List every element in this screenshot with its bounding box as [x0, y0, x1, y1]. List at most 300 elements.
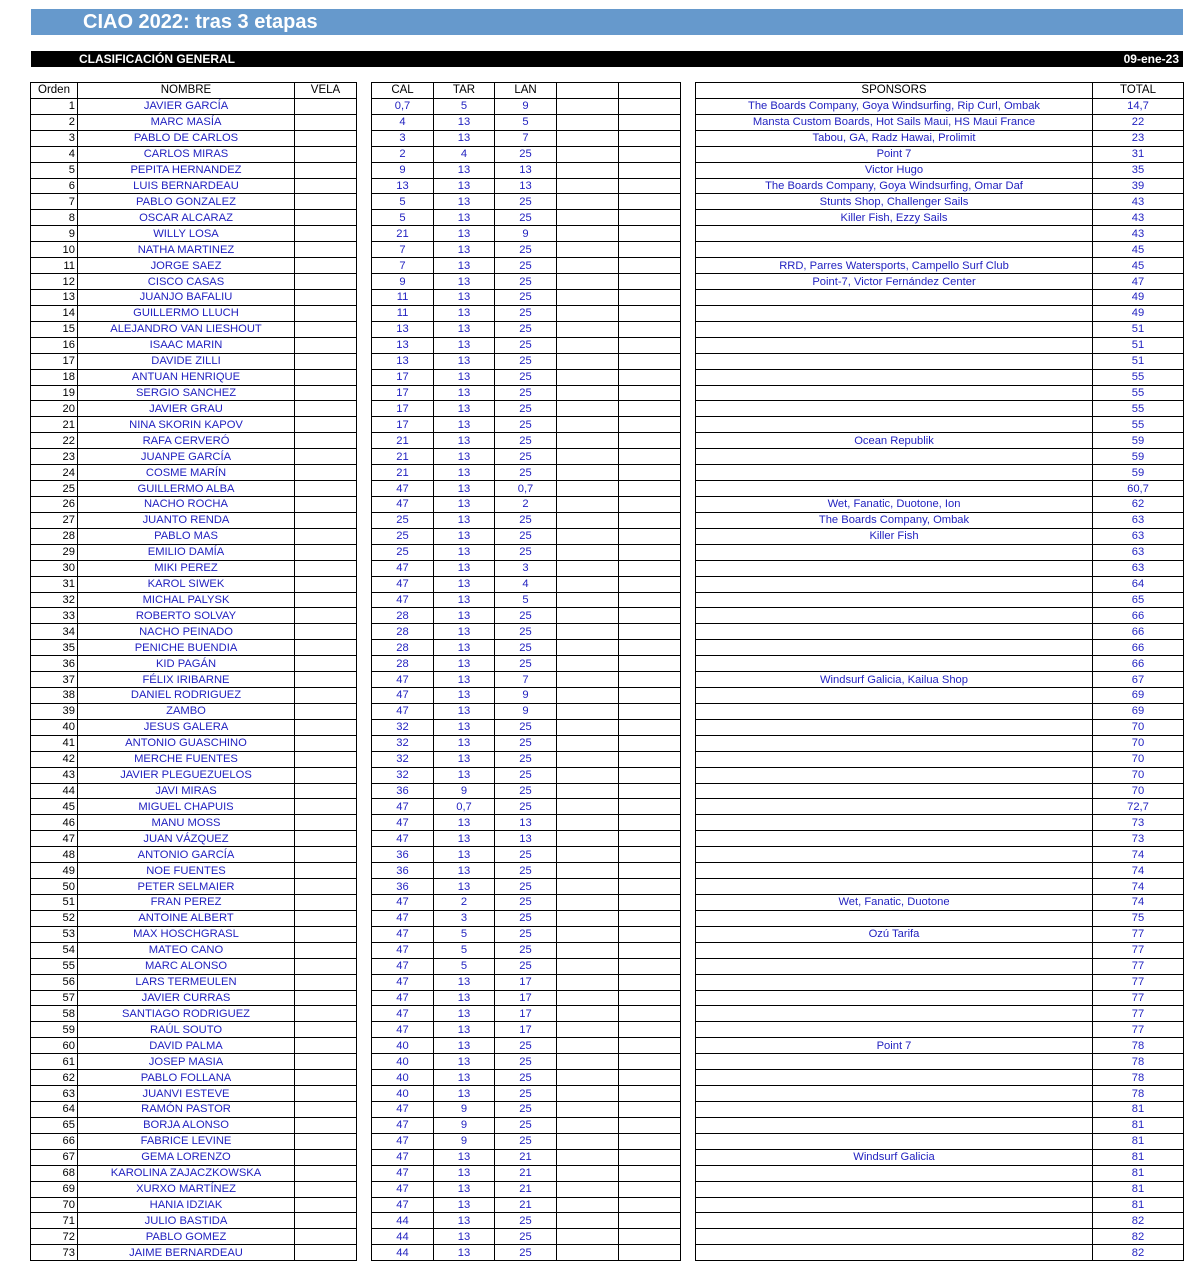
vela-cell — [295, 656, 357, 672]
table-row — [696, 210, 1184, 226]
cal-cell: 17 — [372, 385, 434, 401]
sponsors-cell — [696, 1086, 1093, 1102]
total-cell: 77 — [1093, 990, 1184, 1006]
sponsors-table — [695, 82, 1184, 1261]
cal-cell: 25 — [372, 544, 434, 560]
total-cell: 63 — [1093, 560, 1184, 576]
table-row — [372, 767, 681, 783]
empty-cell — [619, 1086, 681, 1102]
vela-cell — [295, 576, 357, 592]
empty-cell — [619, 226, 681, 242]
table-row — [31, 560, 357, 576]
cal-cell: 11 — [372, 305, 434, 321]
tar-cell: 13 — [434, 879, 495, 895]
cal-cell: 47 — [372, 576, 434, 592]
table-row — [31, 608, 357, 624]
orden-cell: 69 — [31, 1181, 78, 1197]
section-title: CLASIFICACIÓN GENERAL — [79, 52, 235, 66]
nombre-cell: DAVID PALMA — [78, 1038, 295, 1054]
orden-cell: 38 — [31, 688, 78, 704]
empty-cell — [619, 799, 681, 815]
vela-cell — [295, 385, 357, 401]
lan-cell: 25 — [495, 1070, 557, 1086]
table-row — [31, 512, 357, 528]
vela-cell — [295, 1102, 357, 1118]
table-row — [696, 337, 1184, 353]
empty-cell — [557, 1245, 619, 1261]
empty-cell — [557, 401, 619, 417]
tar-cell: 13 — [434, 1054, 495, 1070]
cal-cell: 47 — [372, 910, 434, 926]
cal-cell: 47 — [372, 990, 434, 1006]
table-row — [31, 114, 357, 130]
lan-cell: 25 — [495, 544, 557, 560]
cal-cell: 47 — [372, 831, 434, 847]
cal-cell: 36 — [372, 783, 434, 799]
orden-cell: 11 — [31, 258, 78, 274]
sponsors-cell — [696, 337, 1093, 353]
sponsors-cell — [696, 942, 1093, 958]
table-row — [696, 958, 1184, 974]
nombre-cell: ANTONIO GUASCHINO — [78, 735, 295, 751]
sponsors-cell — [696, 576, 1093, 592]
lan-cell: 25 — [495, 1102, 557, 1118]
orden-cell: 55 — [31, 958, 78, 974]
empty-cell — [619, 114, 681, 130]
lan-cell: 25 — [495, 1229, 557, 1245]
table-row — [696, 1102, 1184, 1118]
table-row — [31, 958, 357, 974]
tar-cell: 13 — [434, 305, 495, 321]
sponsors-cell — [696, 1006, 1093, 1022]
table-row — [696, 990, 1184, 1006]
orden-cell: 48 — [31, 847, 78, 863]
vela-cell — [295, 672, 357, 688]
lan-cell: 25 — [495, 417, 557, 433]
lan-cell: 25 — [495, 401, 557, 417]
total-cell: 47 — [1093, 274, 1184, 290]
table-row — [372, 1086, 681, 1102]
table-row — [696, 608, 1184, 624]
cal-cell: 47 — [372, 1181, 434, 1197]
orden-cell: 34 — [31, 624, 78, 640]
empty-cell — [557, 1197, 619, 1213]
tar-cell: 9 — [434, 1102, 495, 1118]
lan-cell: 3 — [495, 560, 557, 576]
sponsors-cell: RRD, Parres Watersports, Campello Surf Club — [696, 258, 1093, 274]
table-row — [372, 1102, 681, 1118]
lan-cell: 21 — [495, 1165, 557, 1181]
orden-cell: 30 — [31, 560, 78, 576]
names-table — [30, 82, 357, 1261]
lan-cell: 25 — [495, 321, 557, 337]
table-row — [31, 496, 357, 512]
lan-cell: 25 — [495, 258, 557, 274]
table-row — [372, 1006, 681, 1022]
table-row — [372, 847, 681, 863]
table-row — [372, 1038, 681, 1054]
table-row — [372, 194, 681, 210]
vela-cell — [295, 242, 357, 258]
empty-cell — [619, 910, 681, 926]
orden-cell: 54 — [31, 942, 78, 958]
table-row — [372, 974, 681, 990]
cal-cell: 28 — [372, 656, 434, 672]
lan-cell: 13 — [495, 815, 557, 831]
nombre-cell: PABLO FOLLANA — [78, 1070, 295, 1086]
empty-cell — [557, 98, 619, 114]
sponsors-cell — [696, 1197, 1093, 1213]
total-cell: 43 — [1093, 194, 1184, 210]
total-cell: 55 — [1093, 369, 1184, 385]
vela-cell — [295, 194, 357, 210]
table-row — [31, 735, 357, 751]
sponsors-cell: Point-7, Victor Fernández Center — [696, 274, 1093, 290]
nombre-cell: SANTIAGO RODRIGUEZ — [78, 1006, 295, 1022]
empty-cell — [619, 640, 681, 656]
empty-cell — [557, 799, 619, 815]
empty-cell — [619, 481, 681, 497]
empty-cell — [619, 98, 681, 114]
lan-cell: 25 — [495, 1245, 557, 1261]
empty-cell — [557, 385, 619, 401]
total-cell: 49 — [1093, 289, 1184, 305]
vela-cell — [295, 481, 357, 497]
table-row — [372, 1149, 681, 1165]
sponsors-cell — [696, 910, 1093, 926]
empty-cell — [619, 751, 681, 767]
tar-cell: 13 — [434, 274, 495, 290]
empty-cell — [619, 369, 681, 385]
cal-cell: 47 — [372, 672, 434, 688]
total-cell: 69 — [1093, 688, 1184, 704]
table-row — [696, 926, 1184, 942]
sponsors-cell — [696, 735, 1093, 751]
empty-cell — [619, 958, 681, 974]
sponsors-cell: Killer Fish — [696, 528, 1093, 544]
empty-cell — [619, 1229, 681, 1245]
orden-cell: 50 — [31, 879, 78, 895]
cal-cell: 47 — [372, 895, 434, 911]
empty-cell — [619, 926, 681, 942]
total-cell: 77 — [1093, 974, 1184, 990]
tar-cell: 13 — [434, 289, 495, 305]
cal-cell: 21 — [372, 465, 434, 481]
tar-cell: 13 — [434, 1213, 495, 1229]
sponsors-cell — [696, 688, 1093, 704]
total-cell: 74 — [1093, 879, 1184, 895]
table-row — [31, 656, 357, 672]
orden-cell: 16 — [31, 337, 78, 353]
sponsors-cell — [696, 1229, 1093, 1245]
tar-cell: 13 — [434, 114, 495, 130]
vela-cell — [295, 130, 357, 146]
empty-cell — [557, 114, 619, 130]
table-row — [696, 560, 1184, 576]
lan-cell: 21 — [495, 1181, 557, 1197]
total-cell: 70 — [1093, 719, 1184, 735]
nombre-cell: JUANJO BAFALIU — [78, 289, 295, 305]
table-row — [696, 385, 1184, 401]
total-cell: 43 — [1093, 226, 1184, 242]
nombre-cell: MATEO CANO — [78, 942, 295, 958]
nombre-cell: JOSEP MASIA — [78, 1054, 295, 1070]
table-row — [696, 162, 1184, 178]
orden-cell: 17 — [31, 353, 78, 369]
vela-cell — [295, 799, 357, 815]
tar-cell: 13 — [434, 1229, 495, 1245]
vela-cell — [295, 98, 357, 114]
table-row — [31, 146, 357, 162]
vela-cell — [295, 226, 357, 242]
empty-cell — [557, 1022, 619, 1038]
table-row — [372, 369, 681, 385]
table-row — [696, 942, 1184, 958]
page-title: CIAO 2022: tras 3 etapas — [31, 9, 1183, 35]
total-cell: 59 — [1093, 433, 1184, 449]
table-row — [372, 417, 681, 433]
empty-cell — [557, 146, 619, 162]
table-row — [696, 783, 1184, 799]
sponsors-cell — [696, 226, 1093, 242]
tar-cell: 13 — [434, 576, 495, 592]
tar-cell: 13 — [434, 512, 495, 528]
total-cell: 62 — [1093, 496, 1184, 512]
empty-cell — [557, 990, 619, 1006]
table-row — [31, 847, 357, 863]
tar-cell: 13 — [434, 1245, 495, 1261]
table-row — [372, 1229, 681, 1245]
total-cell: 81 — [1093, 1102, 1184, 1118]
table-row — [696, 751, 1184, 767]
total-cell: 35 — [1093, 162, 1184, 178]
empty-cell — [557, 353, 619, 369]
empty-cell — [557, 1070, 619, 1086]
cal-cell: 13 — [372, 353, 434, 369]
sponsors-cell — [696, 640, 1093, 656]
empty-cell — [619, 624, 681, 640]
cal-cell: 28 — [372, 624, 434, 640]
table-row — [696, 401, 1184, 417]
tar-cell: 0,7 — [434, 799, 495, 815]
table-row — [696, 592, 1184, 608]
tar-cell: 13 — [434, 1165, 495, 1181]
total-cell: 55 — [1093, 417, 1184, 433]
lan-cell: 7 — [495, 130, 557, 146]
total-cell: 74 — [1093, 863, 1184, 879]
nombre-cell: JORGE SAEZ — [78, 258, 295, 274]
table-row — [31, 767, 357, 783]
cal-cell: 17 — [372, 369, 434, 385]
cal-cell: 47 — [372, 958, 434, 974]
sponsors-cell — [696, 1102, 1093, 1118]
tar-cell: 5 — [434, 942, 495, 958]
cal-cell: 47 — [372, 1022, 434, 1038]
vela-cell — [295, 783, 357, 799]
total-cell: 45 — [1093, 242, 1184, 258]
orden-cell: 36 — [31, 656, 78, 672]
table-row — [696, 1022, 1184, 1038]
sponsors-cell: Ocean Republik — [696, 433, 1093, 449]
vela-cell — [295, 895, 357, 911]
sponsors-cell: Wet, Fanatic, Duotone, Ion — [696, 496, 1093, 512]
table-row — [372, 178, 681, 194]
empty-cell — [557, 831, 619, 847]
empty-cell — [557, 321, 619, 337]
table-row — [372, 1054, 681, 1070]
table-row — [372, 401, 681, 417]
empty-cell — [557, 258, 619, 274]
nombre-cell: JAVI MIRAS — [78, 783, 295, 799]
sponsors-cell — [696, 481, 1093, 497]
table-row — [372, 751, 681, 767]
table-row — [31, 369, 357, 385]
tar-cell: 13 — [434, 258, 495, 274]
table-row — [696, 353, 1184, 369]
table-row — [31, 1165, 357, 1181]
orden-cell: 49 — [31, 863, 78, 879]
tar-cell: 13 — [434, 528, 495, 544]
lan-cell: 25 — [495, 194, 557, 210]
table-row — [696, 258, 1184, 274]
cal-cell: 17 — [372, 417, 434, 433]
tar-cell: 13 — [434, 624, 495, 640]
vela-cell — [295, 592, 357, 608]
cal-cell: 47 — [372, 560, 434, 576]
table-row — [372, 258, 681, 274]
vela-cell — [295, 719, 357, 735]
empty-cell — [619, 815, 681, 831]
orden-cell: 8 — [31, 210, 78, 226]
empty-cell — [557, 910, 619, 926]
orden-cell: 52 — [31, 910, 78, 926]
lan-cell: 25 — [495, 465, 557, 481]
vela-cell — [295, 1038, 357, 1054]
nombre-cell: PABLO DE CARLOS — [78, 130, 295, 146]
table-row — [31, 592, 357, 608]
orden-cell: 67 — [31, 1149, 78, 1165]
table-row — [31, 162, 357, 178]
empty-cell — [557, 242, 619, 258]
table-row — [372, 608, 681, 624]
table-row — [372, 1070, 681, 1086]
cal-cell: 5 — [372, 194, 434, 210]
nombre-cell: ZAMBO — [78, 703, 295, 719]
orden-cell: 24 — [31, 465, 78, 481]
empty-cell — [557, 783, 619, 799]
sponsors-cell — [696, 417, 1093, 433]
orden-cell: 44 — [31, 783, 78, 799]
vela-cell — [295, 1149, 357, 1165]
cal-cell: 47 — [372, 1165, 434, 1181]
table-row — [31, 528, 357, 544]
empty-cell — [557, 417, 619, 433]
tar-cell: 4 — [434, 146, 495, 162]
sponsors-cell: The Boards Company, Goya Windsurfing, Omar Daf — [696, 178, 1093, 194]
sponsors-cell: Killer Fish, Ezzy Sails — [696, 210, 1093, 226]
vela-cell — [295, 1133, 357, 1149]
sponsors-cell — [696, 449, 1093, 465]
nombre-cell: JESUS GALERA — [78, 719, 295, 735]
total-cell: 51 — [1093, 337, 1184, 353]
nombre-cell: JULIO BASTIDA — [78, 1213, 295, 1229]
sponsors-cell: Point 7 — [696, 1038, 1093, 1054]
tar-cell: 13 — [434, 672, 495, 688]
table-row — [696, 799, 1184, 815]
table-row — [372, 719, 681, 735]
orden-cell: 13 — [31, 289, 78, 305]
table-row — [31, 194, 357, 210]
nombre-cell: NACHO PEINADO — [78, 624, 295, 640]
tar-cell: 13 — [434, 433, 495, 449]
table-row — [696, 369, 1184, 385]
nombre-cell: ROBERTO SOLVAY — [78, 608, 295, 624]
table-row — [31, 688, 357, 704]
orden-cell: 42 — [31, 751, 78, 767]
tar-cell: 13 — [434, 321, 495, 337]
total-cell: 74 — [1093, 895, 1184, 911]
empty-cell — [557, 1229, 619, 1245]
sponsors-cell — [696, 353, 1093, 369]
total-cell: 82 — [1093, 1229, 1184, 1245]
header-total: TOTAL — [1093, 83, 1184, 99]
table-row — [696, 895, 1184, 911]
tar-cell: 13 — [434, 608, 495, 624]
total-cell: 72,7 — [1093, 799, 1184, 815]
table-row — [31, 321, 357, 337]
vela-cell — [295, 1022, 357, 1038]
table-row — [372, 449, 681, 465]
total-cell: 22 — [1093, 114, 1184, 130]
lan-cell: 25 — [495, 1213, 557, 1229]
empty-cell — [557, 337, 619, 353]
tar-cell: 13 — [434, 1149, 495, 1165]
empty-cell — [619, 783, 681, 799]
total-cell: 65 — [1093, 592, 1184, 608]
orden-cell: 1 — [31, 98, 78, 114]
table-row — [31, 863, 357, 879]
table-row — [696, 719, 1184, 735]
table-row — [372, 289, 681, 305]
table-row — [372, 528, 681, 544]
empty-cell — [619, 496, 681, 512]
table-row — [31, 942, 357, 958]
empty-cell — [557, 1054, 619, 1070]
empty-cell — [619, 242, 681, 258]
table-row — [372, 863, 681, 879]
orden-cell: 9 — [31, 226, 78, 242]
lan-cell: 25 — [495, 512, 557, 528]
cal-cell: 11 — [372, 289, 434, 305]
total-cell: 63 — [1093, 512, 1184, 528]
tar-cell: 13 — [434, 226, 495, 242]
cal-cell: 47 — [372, 496, 434, 512]
orden-cell: 45 — [31, 799, 78, 815]
table-row — [696, 1165, 1184, 1181]
lan-cell: 17 — [495, 974, 557, 990]
nombre-cell: PABLO MAS — [78, 528, 295, 544]
scores-table — [371, 82, 681, 1261]
cal-cell: 21 — [372, 449, 434, 465]
total-cell: 78 — [1093, 1038, 1184, 1054]
lan-cell: 17 — [495, 1006, 557, 1022]
table-row — [31, 879, 357, 895]
lan-cell: 25 — [495, 926, 557, 942]
orden-cell: 12 — [31, 274, 78, 290]
nombre-cell: JUANPE GARCÍA — [78, 449, 295, 465]
empty-cell — [557, 449, 619, 465]
cal-cell: 9 — [372, 162, 434, 178]
